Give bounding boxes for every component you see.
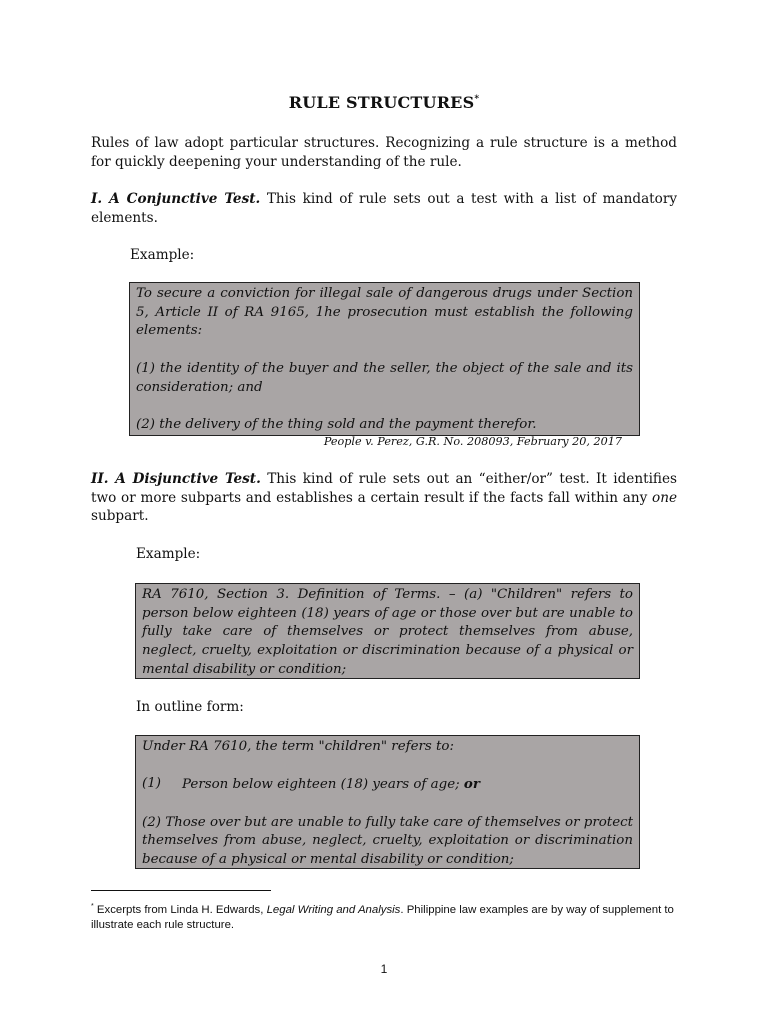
disjunctive-test-text: This kind of rule sets out an “either/or” test. It identifies two or more subparts and establishes a certain result if the facts fall within any (91, 471, 678, 506)
footnote-book-title: Legal Writing and Analysis (266, 903, 401, 916)
intro-paragraph: Rules of law adopt particular structures. Recognizing a rule structure is a method for quickly deepening your understanding of the rule. (91, 135, 677, 170)
footnote (91, 899, 691, 934)
outline-item-1-text: Person below eighteen (18) years of age; (182, 777, 464, 793)
conjunctive-example-box (129, 282, 640, 436)
conjunctive-test-text: This kind of rule sets out a test with a list of mandatory elements. (91, 191, 678, 226)
outline-item-1 (142, 775, 633, 795)
title-text: RULE STRUCTURES (288, 93, 475, 112)
example-label-2: Example: (136, 546, 201, 562)
ra7610-definition: RA 7610, Section 3. Definition of Terms. – (a) "Children" refers to person below eighteen (18) years of age or those over but are unable to fully take care of themselves or protect themselves from abuse, neglect, cruelty, exploitation or discrimination because of a physical or mental disability or condition; (142, 587, 633, 677)
page-number: 1 (380, 962, 388, 976)
outline-form-label: In outline form: (136, 699, 244, 715)
disjunctive-test-text-end: subpart. (91, 508, 149, 524)
outline-intro: Under RA 7610, the term "children" refers to: (142, 739, 454, 754)
conjunctive-box-element-2: (2) the delivery of the thing sold and the payment therefor. (136, 416, 537, 432)
disjunctive-test-paragraph (91, 470, 677, 526)
outline-item-2: (2) Those over but are unable to fully take care of themselves or protect themselves from abuse, neglect, cruelty, exploitation or discrimination because of a physical or mental disability or condition; (142, 814, 633, 868)
outline-item-1-or: or (463, 776, 480, 793)
outline-item-1-number: (1) (142, 776, 161, 792)
conjunctive-box-element-1: (1) the identity of the buyer and the seller, the object of the sale and its consideration; and (136, 360, 633, 395)
footnote-divider (91, 890, 271, 891)
outline-form-box (135, 735, 640, 869)
disjunctive-example-box (135, 583, 640, 679)
disjunctive-test-heading: II. A Disjunctive Test. (91, 471, 261, 487)
example-label-1: Example: (130, 247, 195, 263)
disjunctive-test-emphasis: one (652, 489, 677, 506)
footnote-marker: * (91, 903, 94, 910)
footnote-text-end: . Philippine law examples are by way of supplement to illustrate each rule structure. (91, 903, 674, 932)
conjunctive-box-intro: To secure a conviction for illegal sale of dangerous drugs under Section 5, Article II of RA 9165, 1he prosecution must establish the following elements: (136, 286, 633, 339)
conjunctive-test-heading: I. A Conjunctive Test. (91, 191, 261, 207)
conjunctive-test-paragraph (91, 190, 677, 227)
case-citation: People v. Perez, G.R. No. 208093, February 20, 2017 (323, 435, 622, 448)
page-title (0, 93, 768, 112)
footnote-text: Excerpts from Linda H. Edwards, (93, 903, 267, 916)
title-footnote-marker: * (474, 94, 480, 105)
